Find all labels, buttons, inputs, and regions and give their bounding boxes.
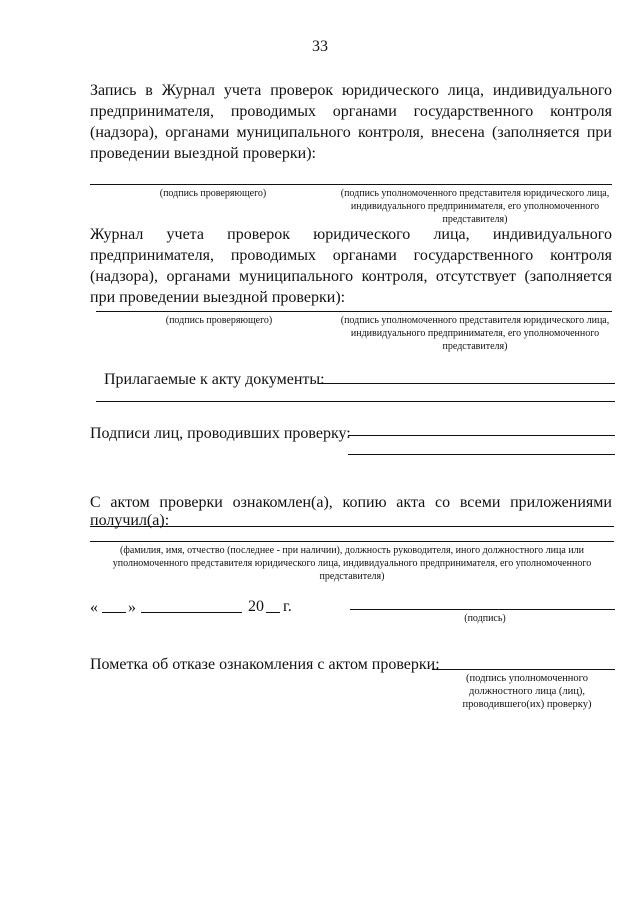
word: всеми — [459, 494, 501, 511]
journal-absent-text: предпринимателя, проводимых органами государственного контроля (надзора), органами муниципального контроля, отсутствует (заполняется при проведении выездной проверки): — [90, 247, 612, 306]
word: со — [434, 494, 451, 511]
attached-docs-line-1[interactable] — [318, 383, 615, 384]
attached-docs-line-2[interactable] — [96, 401, 615, 402]
signature-line-2[interactable] — [96, 311, 612, 312]
signature-caption: (подпись) — [464, 613, 506, 624]
signature-line-1[interactable] — [90, 184, 612, 185]
date-close-quote: » — [128, 599, 136, 616]
word: учета — [166, 226, 204, 243]
refusal-caption: (подпись уполномоченного должностного лица (лиц), проводившего(их) проверку) — [462, 673, 592, 710]
date-year-line[interactable] — [266, 612, 280, 613]
refusal-label: Пометка об отказе ознакомления с актом проверки: — [90, 656, 440, 673]
word: актом — [110, 494, 150, 511]
word: акта — [396, 494, 426, 511]
inspectors-signature-line-2[interactable] — [348, 454, 615, 455]
date-open-quote: « — [90, 599, 98, 616]
date-year-prefix: 20 — [248, 598, 264, 615]
acquainted-caption: (фамилия, имя, отчество (последнее - при наличии), должность руководителя, иного должностного лица или уполномоченного представителя юридического лица, индивидуального предпринимателя, его уполномоченного представителя) — [112, 545, 592, 582]
inspectors-signature-line-1[interactable] — [348, 435, 615, 436]
date-month-line[interactable] — [141, 612, 242, 613]
journal-record-text: Запись в Журнал учета проверок юридического лица, индивидуального предпринимателя, проводимых органами государственного контроля (надзора), органами муниципального контроля, внесена (заполняется при проведении выездной проверки): — [90, 82, 612, 162]
page-number: 33 — [312, 38, 328, 55]
word: проверки — [159, 494, 223, 511]
signature-line-date[interactable] — [350, 609, 615, 610]
caption-inspector-2: (подпись проверяющего) — [165, 315, 273, 326]
word: копию — [342, 494, 387, 511]
word: ознакомлен(а), — [232, 494, 333, 511]
caption-representative-2: (подпись уполномоченного представителя юридического лица, индивидуального предпринимателя, его уполномоченного представителя) — [340, 315, 610, 352]
journal-absent-first-line — [90, 224, 612, 245]
word: юридического — [313, 226, 411, 243]
word: С — [90, 494, 101, 511]
caption-representative-1: (подпись уполномоченного представителя юридического лица, индивидуального предпринимателя, его уполномоченного представителя) — [340, 188, 610, 225]
word: индивидуального — [492, 226, 612, 243]
refusal-signature-line[interactable] — [432, 669, 615, 670]
acquainted-line-2[interactable] — [90, 541, 614, 542]
acquainted-received-label: получил(а): — [90, 512, 170, 529]
caption-inspector-1: (подпись проверяющего) — [159, 188, 267, 199]
date-day-line[interactable] — [102, 612, 126, 613]
word: Журнал — [90, 226, 144, 243]
attached-docs-label: Прилагаемые к акту документы: — [104, 371, 325, 388]
word: приложениями — [510, 494, 612, 511]
word: проверок — [227, 226, 291, 243]
acquainted-line-1[interactable] — [90, 526, 614, 527]
word: лица, — [433, 226, 470, 243]
date-year-suffix: г. — [283, 598, 292, 615]
inspectors-signatures-label: Подписи лиц, проводивших проверку: — [90, 425, 351, 442]
